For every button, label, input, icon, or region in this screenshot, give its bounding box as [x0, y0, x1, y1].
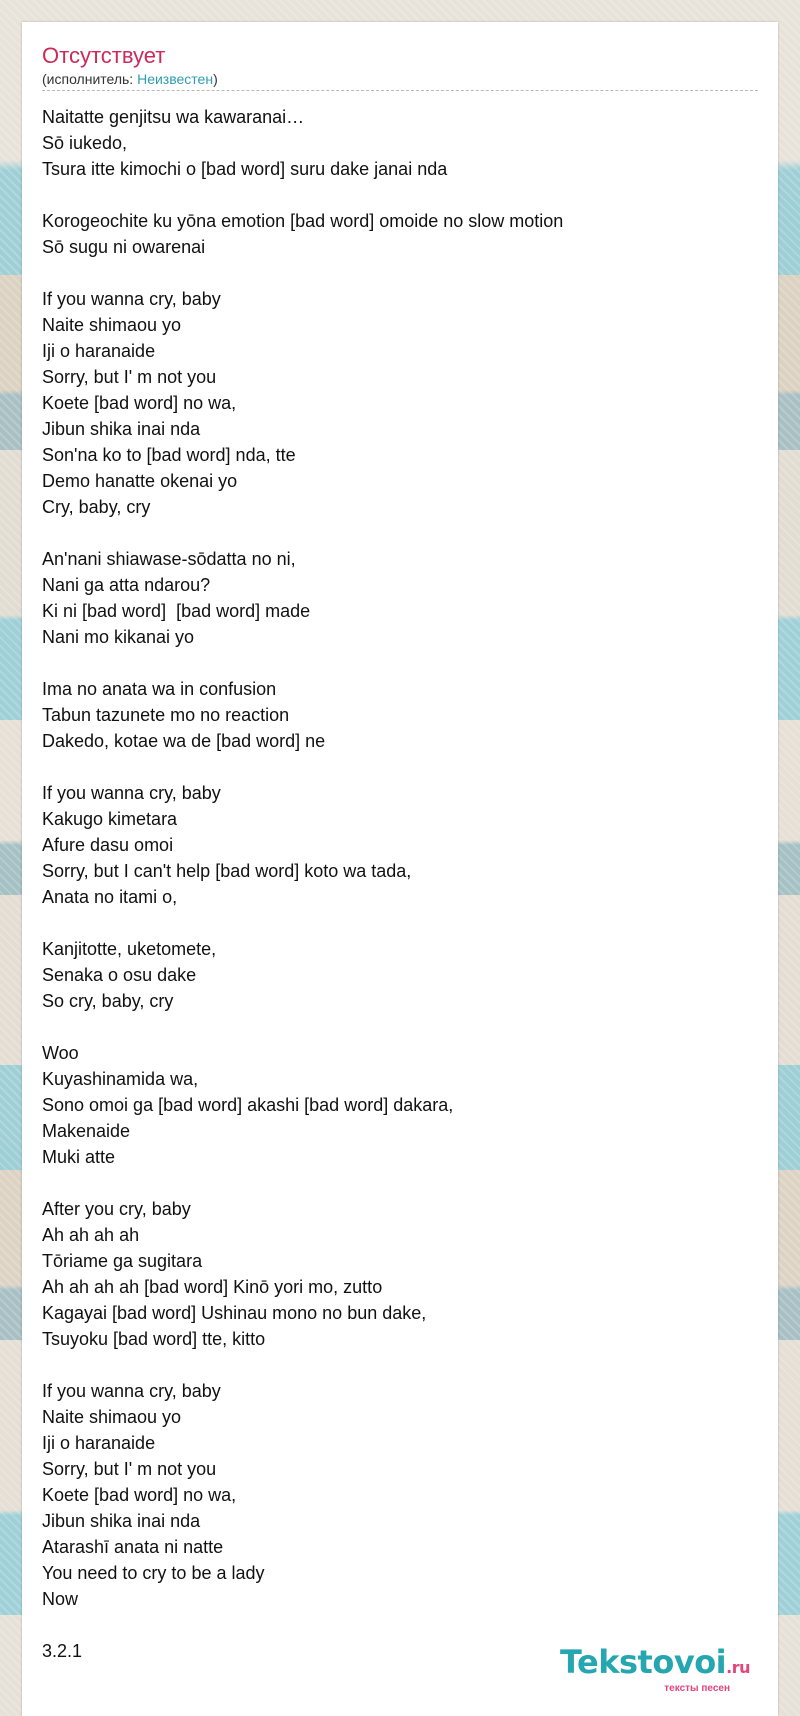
artist-line [42, 70, 758, 88]
logo-main-text: Tekstovoi [559, 1643, 727, 1681]
logo-tld: .ru [726, 1658, 750, 1677]
lyrics-card [22, 22, 778, 1716]
artist-link[interactable]: Неизвестен [137, 71, 214, 87]
lyrics-text: Naitatte genjitsu wa kawaranai… Sō iukedo, Tsura itte kimochi o [bad word] suru dake janai nda Korogeochite ku yōna emotion [bad word] omoide no slow motion Sō sugu ni owarenai If you wanna cry, baby Naite shimaou yo Iji o haranaide Sorry, but I' m not you Koete [bad word] no wa, Jibun shika inai nda Son'na ko to [bad word] nda, tte Demo hanatte okenai yo Cry, baby, cry An'nani shiawase-sōdatta no ni, Nani ga atta ndarou? Ki ni [bad word] [bad word] made Nani mo kikanai yo Ima no anata wa in confusion Tabun tazunete mo no reaction Dakedo, kotae wa de [bad word] ne If you wanna cry, baby Kakugo kimetara Afure dasu omoi Sorry, but I can't help [bad word] koto wa tada, Anata no itami o, Kanjitotte, uketomete, Senaka o osu dake So cry, baby, cry Woo Kuyashinamida wa, Sono omoi ga [bad word] akashi [bad word] dakara, Makenaide Muki atte After you cry, baby Ah ah ah ah Tōriame ga sugitara Ah ah ah ah [bad word] Kinō yori mo, zutto Kagayai [bad word] Ushinau mono no bun dake, Tsuyoku [bad word] tte, kitto If you wanna cry, baby Naite shimaou yo Iji o haranaide Sorry, but I' m not you Koete [bad word] no wa, Jibun shika inai nda Atarashī anata ni natte You need to cry to be a lady Now 3.2.1 [42, 107, 564, 1661]
song-title: Отсутствует [42, 43, 166, 68]
logo-tagline: тексты песен [664, 1683, 730, 1694]
artist-prefix: (исполнитель: [42, 71, 138, 87]
artist-suffix: ) [213, 71, 218, 87]
logo-wordmark [560, 1645, 750, 1685]
site-logo[interactable] [560, 1645, 750, 1694]
song-header [42, 42, 758, 91]
